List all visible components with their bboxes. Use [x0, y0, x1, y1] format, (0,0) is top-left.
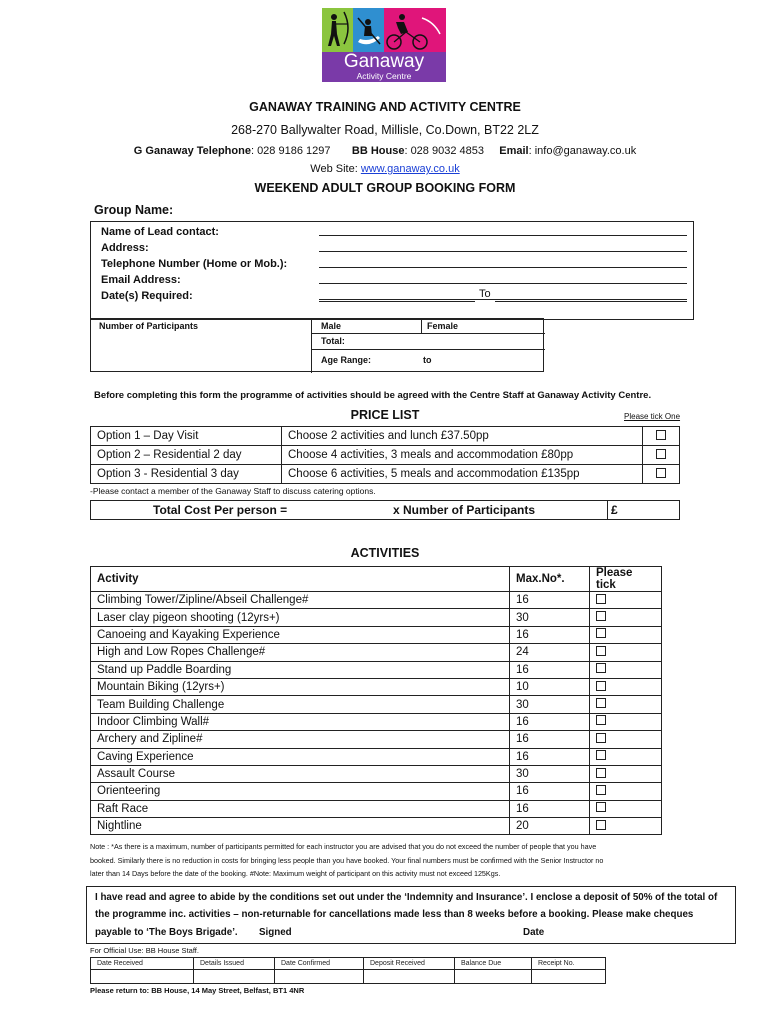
activity-row	[91, 626, 662, 643]
activity-max: 16	[510, 800, 590, 817]
activity-checkbox[interactable]	[596, 681, 606, 691]
date-confirmed-cell[interactable]	[275, 970, 364, 984]
activity-max: 16	[510, 626, 590, 643]
contact-line	[0, 145, 770, 157]
address-input-2[interactable]	[319, 267, 687, 268]
lead-contact-label: Name of Lead contact:	[101, 226, 219, 238]
activity-name: Assault Course	[91, 765, 510, 782]
date-received-col: Date Received	[91, 958, 194, 970]
bb-value: : 028 9032 4853	[404, 145, 484, 157]
total-cost-box	[90, 500, 680, 520]
details-issued-cell[interactable]	[194, 970, 275, 984]
signed-label: Signed	[259, 927, 292, 938]
activity-max: 16	[510, 661, 590, 678]
price-table	[90, 426, 680, 484]
logo-subtitle: Activity Centre	[356, 71, 412, 81]
activity-checkbox[interactable]	[596, 750, 606, 760]
telephone-input[interactable]	[319, 283, 687, 284]
activity-max: 30	[510, 765, 590, 782]
catering-note: -Please contact a member of the Ganaway Staff to discuss catering options.	[90, 486, 376, 496]
form-title: WEEKEND ADULT GROUP BOOKING FORM	[254, 181, 516, 195]
date-to-input[interactable]	[495, 301, 687, 302]
activity-checkbox[interactable]	[596, 594, 606, 604]
activity-max: 16	[510, 713, 590, 730]
programme-notice: Before completing this form the programme of activities should be agreed with the Centre Staff at Ganaway Activity Centre.	[94, 390, 652, 401]
activity-checkbox[interactable]	[596, 768, 606, 778]
age-to-label: to	[423, 355, 432, 365]
balance-due-col: Balance Due	[455, 958, 532, 970]
activity-header: Activity	[91, 567, 510, 592]
activity-max: 24	[510, 644, 590, 661]
activity-row	[91, 748, 662, 765]
price-row	[91, 427, 680, 446]
date-received-cell[interactable]	[91, 970, 194, 984]
telephone-label: Telephone Number (Home or Mob.):	[101, 258, 288, 270]
price-list-title: PRICE LIST	[350, 408, 420, 422]
activities-table	[90, 566, 662, 835]
details-issued-col: Details Issued	[194, 958, 275, 970]
deposit-received-cell[interactable]	[364, 970, 455, 984]
date-confirmed-col: Date Confirmed	[275, 958, 364, 970]
org-address: 268-270 Ballywalter Road, Millisle, Co.Down, BT22 2LZ	[231, 123, 539, 137]
option-2-checkbox[interactable]	[656, 449, 666, 459]
option-desc: Choose 4 activities, 3 meals and accommodation £80pp	[282, 446, 643, 465]
date-from-input[interactable]	[319, 301, 475, 302]
activity-name: Nightline	[91, 818, 510, 835]
activity-row	[91, 696, 662, 713]
tel-value: : 028 9186 1297	[250, 145, 331, 157]
note-line-2: booked. Similarly there is no reduction in costs for bringing less people than you have booked. Your final numbers must be confirmed with the Senior Instructor no	[90, 855, 604, 865]
activities-title: ACTIVITIES	[350, 546, 420, 560]
activity-checkbox[interactable]	[596, 733, 606, 743]
participants-label: Number of Participants	[99, 321, 199, 331]
price-row	[91, 465, 680, 484]
total-per-person-label: Total Cost Per person =	[153, 503, 288, 517]
group-name-label: Group Name:	[94, 203, 174, 217]
activity-row	[91, 783, 662, 800]
activity-name: Canoeing and Kayaking Experience	[91, 626, 510, 643]
activity-row	[91, 713, 662, 730]
total-label: Total:	[321, 336, 345, 346]
option-1-checkbox[interactable]	[656, 430, 666, 440]
pound-sign: £	[611, 503, 618, 517]
price-row	[91, 446, 680, 465]
activity-max: 20	[510, 818, 590, 835]
numbers-note	[90, 840, 603, 881]
max-header: Max.No*.	[510, 567, 590, 592]
date-label: Date	[523, 927, 545, 938]
activity-name: Archery and Zipline#	[91, 731, 510, 748]
activity-row	[91, 731, 662, 748]
activity-checkbox[interactable]	[596, 698, 606, 708]
male-label: Male	[321, 321, 342, 331]
balance-due-cell[interactable]	[455, 970, 532, 984]
activity-name: Mountain Biking (12yrs+)	[91, 678, 510, 695]
option-3-checkbox[interactable]	[656, 468, 666, 478]
option-label: Option 3 - Residential 3 day	[91, 465, 282, 484]
agreement-box	[86, 886, 736, 944]
website-link[interactable]: www.ganaway.co.uk	[360, 163, 460, 175]
tel-label: G Ganaway Telephone	[133, 145, 251, 157]
activity-checkbox[interactable]	[596, 802, 606, 812]
email-address-label: Email Address:	[101, 274, 181, 286]
tick-header: Please tick	[590, 567, 662, 592]
official-header-row	[91, 958, 606, 970]
activity-row	[91, 800, 662, 817]
activity-name: Raft Race	[91, 800, 510, 817]
option-desc: Choose 6 activities, 5 meals and accommodation £135pp	[282, 465, 643, 484]
activity-max: 30	[510, 696, 590, 713]
option-label: Option 2 – Residential 2 day	[91, 446, 282, 465]
activity-checkbox[interactable]	[596, 628, 606, 638]
activities-header-row	[91, 567, 662, 592]
activity-checkbox[interactable]	[596, 785, 606, 795]
activity-row	[91, 609, 662, 626]
address-input-1[interactable]	[319, 251, 687, 252]
note-line-1: Note : *As there is a maximum, number of participants permitted for each instructor you are advised that you do not exceed the number of people that you have	[90, 842, 597, 851]
activity-name: Climbing Tower/Zipline/Abseil Challenge#	[91, 592, 510, 609]
participants-box	[90, 318, 544, 372]
activity-max: 16	[510, 748, 590, 765]
female-label: Female	[427, 321, 459, 331]
activity-row	[91, 644, 662, 661]
activity-max: 10	[510, 678, 590, 695]
deposit-received-col: Deposit Received	[364, 958, 455, 970]
activity-max: 16	[510, 783, 590, 800]
activity-checkbox[interactable]	[596, 611, 606, 621]
agreement-line-3: payable to ‘The Boys Brigade’.	[95, 927, 238, 938]
web-label: Web Site:	[310, 163, 361, 175]
activity-row	[91, 818, 662, 835]
activity-name: Laser clay pigeon shooting (12yrs+)	[91, 609, 510, 626]
option-desc: Choose 2 activities and lunch £37.50pp	[282, 427, 643, 446]
address-label: Address:	[101, 242, 149, 254]
return-address: Please return to: BB House, 14 May Street, Belfast, BT1 4NR	[90, 986, 305, 995]
contact-field-labels	[101, 224, 287, 304]
official-use-label: For Official Use: BB House Staff.	[90, 946, 199, 955]
email-input[interactable]	[319, 299, 687, 300]
date-to-label: To	[479, 288, 491, 300]
web-line	[0, 163, 770, 175]
age-range-label: Age Range:	[321, 355, 372, 365]
activity-name: Indoor Climbing Wall#	[91, 713, 510, 730]
contact-details-box	[90, 221, 694, 320]
org-name: GANAWAY TRAINING AND ACTIVITY CENTRE	[249, 100, 521, 114]
activity-checkbox[interactable]	[596, 646, 606, 656]
activity-name: Caving Experience	[91, 748, 510, 765]
email-value: : info@ganaway.co.uk	[528, 145, 637, 157]
activity-checkbox[interactable]	[596, 715, 606, 725]
activity-max: 30	[510, 609, 590, 626]
bb-label: BB House	[351, 145, 405, 157]
activity-name: Orienteering	[91, 783, 510, 800]
agreement-line-1: I have read and agree to abide by the conditions set out under the ‘Indemnity and Insurance’. I enclose a deposit of 50% of the total of	[95, 892, 718, 903]
activity-row	[91, 661, 662, 678]
activity-name: High and Low Ropes Challenge#	[91, 644, 510, 661]
tick-one-label: Please tick One	[624, 412, 681, 421]
receipt-no-cell[interactable]	[532, 970, 606, 984]
activity-row	[91, 765, 662, 782]
official-entry-row	[91, 970, 606, 984]
activity-checkbox[interactable]	[596, 663, 606, 673]
note-line-3: later than 14 Days before the date of the booking. #Note: Maximum weight of participant on this activity must not exceed 125Kgs.	[90, 869, 501, 878]
agreement-line-2: the programme inc. activities – non-returnable for cancellations made less than 8 weeks before a booking. Please make cheques	[95, 909, 694, 920]
ganaway-logo	[322, 8, 446, 82]
email-label: Email	[499, 145, 529, 157]
dates-required-label: Date(s) Required:	[101, 290, 193, 302]
lead-contact-input[interactable]	[319, 235, 687, 236]
logo-wordmark: Ganaway	[343, 51, 425, 72]
activity-name: Team Building Challenge	[91, 696, 510, 713]
activity-max: 16	[510, 731, 590, 748]
activity-max: 16	[510, 592, 590, 609]
activity-row	[91, 592, 662, 609]
official-use-table	[90, 957, 606, 984]
activity-row	[91, 678, 662, 695]
receipt-no-col: Receipt No.	[532, 958, 606, 970]
times-participants-label: x Number of Participants	[393, 503, 536, 517]
activity-checkbox[interactable]	[596, 820, 606, 830]
activity-name: Stand up Paddle Boarding	[91, 661, 510, 678]
option-label: Option 1 – Day Visit	[91, 427, 282, 446]
